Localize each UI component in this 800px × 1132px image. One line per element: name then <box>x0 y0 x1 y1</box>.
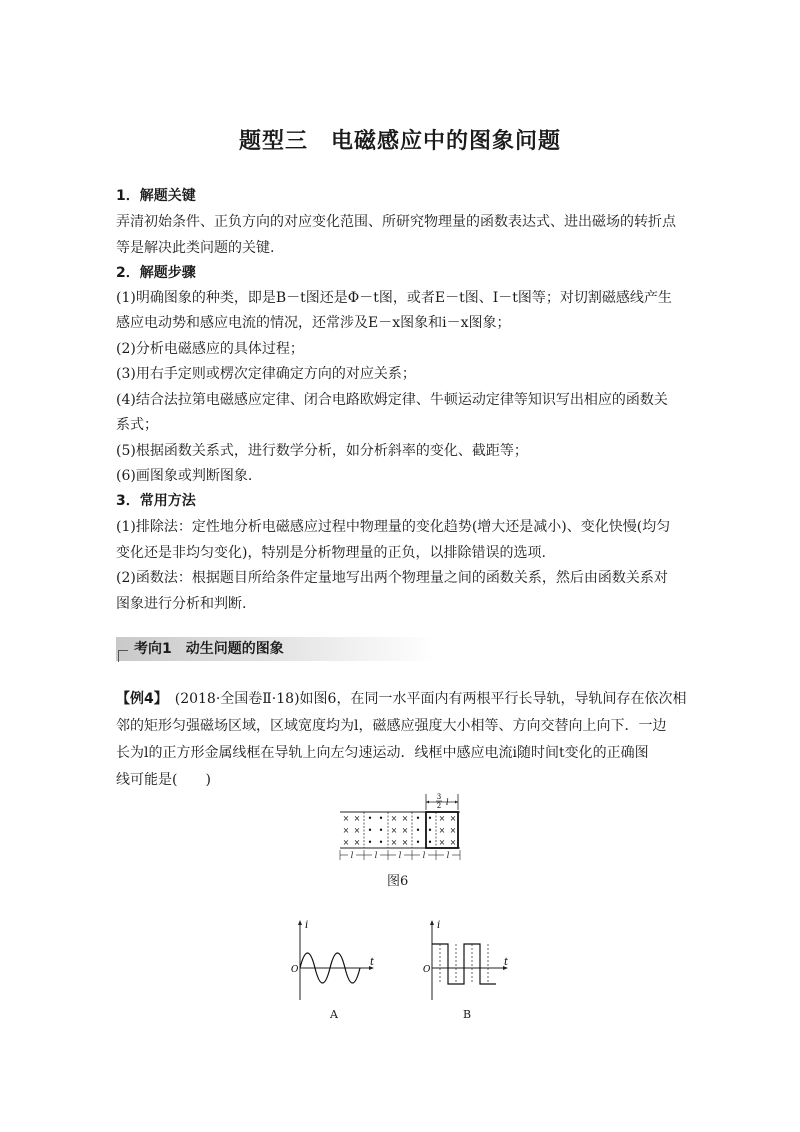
cross-symbol: × <box>353 826 361 835</box>
example-first-line <box>116 686 688 712</box>
text-line: 弄清初始条件、正负方向的对应变化范围、所研究物理量的函数表达式、进出磁场的转折点 <box>116 214 676 230</box>
y-axis-label: i <box>437 920 441 931</box>
dot-symbol: • <box>378 826 384 835</box>
figure-6-diagram <box>330 790 470 862</box>
width-label: l <box>350 851 354 860</box>
width-label: l <box>374 851 378 860</box>
dim-numerator: 3 <box>436 793 442 801</box>
text-line: (3)用右手定则或楞次定律确定方向的对应关系； <box>116 366 416 382</box>
dot-symbol: • <box>378 838 384 847</box>
text-line: (4)结合法拉第电磁感应定律、闭合电路欧姆定律、牛顿运动定律等知识写出相应的函数关 <box>116 392 668 408</box>
section-bar-label: 考向1 动生问题的图象 <box>134 641 284 657</box>
text-line: 线可能是( ) <box>116 772 211 788</box>
cross-symbol: × <box>342 838 350 847</box>
cross-symbol: × <box>342 826 350 835</box>
section-2-heading: 2．解题步骤 <box>116 265 196 281</box>
text-line: (2)函数法：根据题目所给条件定量地写出两个物理量之间的函数关系，然后由函数关系对 <box>116 570 668 586</box>
section-1-heading: 1．解题关键 <box>116 188 196 204</box>
graph-b-label: B <box>463 1008 472 1021</box>
text-line: (5)根据函数关系式，进行数学分析，如分析斜率的变化、截距等； <box>116 443 528 459</box>
dot-symbol: • <box>378 814 384 823</box>
text-line: (1)明确图象的种类，即是B－t图还是Φ－t图，或者E－t图、I－t图等；对切割磁感线产生 <box>116 290 672 306</box>
square-wave <box>432 944 496 984</box>
text-line: 等是解决此类问题的关键. <box>116 240 275 256</box>
dot-symbol: • <box>427 838 433 847</box>
text-line: 图象进行分析和判断. <box>116 596 247 612</box>
cross-symbol: × <box>401 838 409 847</box>
cross-symbol: × <box>401 826 409 835</box>
x-axis-label: t <box>370 957 375 968</box>
dot-symbol: • <box>367 838 373 847</box>
dot-symbol: • <box>415 814 421 823</box>
width-label: l <box>446 851 450 860</box>
text-line: 邻的矩形匀强磁场区域，区域宽度均为l，磁感应强度大小相等、方向交替向上向下．一边 <box>116 718 667 734</box>
dim-symbol: l <box>446 798 449 807</box>
dot-symbol: • <box>415 838 421 847</box>
y-axis-arrow <box>430 920 434 925</box>
cross-symbol: × <box>342 814 350 823</box>
text-line: (6)画图象或判断图象. <box>116 468 253 484</box>
dot-symbol: • <box>415 826 421 835</box>
text-line: 长为l的正方形金属线框在导轨上向左匀速运动．线框中感应电流i随时间t变化的正确图 <box>116 745 649 761</box>
width-label: l <box>398 851 402 860</box>
graph-a-label: A <box>330 1008 338 1021</box>
cross-symbol: × <box>401 814 409 823</box>
dot-symbol: • <box>367 826 373 835</box>
text-line: (1)排除法：定性地分析电磁感应过程中物理量的变化趋势(增大还是减小)、变化快慢(均匀 <box>116 519 671 535</box>
dot-symbol: • <box>427 814 433 823</box>
example-label: 【例4】 <box>116 691 161 707</box>
text-line: (2)分析电磁感应的具体过程； <box>116 341 304 357</box>
dim-denominator: 2 <box>436 802 442 810</box>
x-axis-label: t <box>504 957 509 968</box>
origin-label: O <box>423 965 431 975</box>
example-text: (2018·全国卷Ⅱ·18)如图6，在同一水平面内有两根平行长导轨，导轨间存在依次相 <box>160 691 687 707</box>
dim-arrow-head-right <box>455 801 458 804</box>
text-line: 系式； <box>116 417 158 433</box>
cross-symbol: × <box>438 838 446 847</box>
cross-symbol: × <box>449 838 457 847</box>
origin-label: O <box>291 965 299 975</box>
y-axis-arrow <box>298 920 302 925</box>
cross-symbol: × <box>438 814 446 823</box>
cross-symbol: × <box>353 814 361 823</box>
dot-symbol: • <box>367 814 373 823</box>
dim-arrow-head-left <box>426 801 429 804</box>
cross-symbol: × <box>449 826 457 835</box>
dot-symbol: • <box>427 826 433 835</box>
graph-b <box>420 918 520 1004</box>
figure-6-caption: 图6 <box>387 874 409 889</box>
section-bar-corner <box>118 650 128 662</box>
cross-symbol: × <box>390 838 398 847</box>
graph-a <box>288 918 388 1004</box>
width-label: l <box>422 851 426 860</box>
cross-symbol: × <box>390 826 398 835</box>
y-axis-label: i <box>305 920 309 931</box>
cross-symbol: × <box>449 814 457 823</box>
cross-symbol: × <box>353 838 361 847</box>
cross-symbol: × <box>390 814 398 823</box>
section-3-heading: 3．常用方法 <box>116 493 196 509</box>
text-line: 感应电动势和感应电流的情况，还常涉及E－x图象和i－x图象； <box>116 315 511 331</box>
text-line: 变化还是非均匀变化)，特别是分析物理量的正负，以排除错误的选项. <box>116 545 546 561</box>
cross-symbol: × <box>438 826 446 835</box>
page-title: 题型三 电磁感应中的图象问题 <box>238 129 561 154</box>
